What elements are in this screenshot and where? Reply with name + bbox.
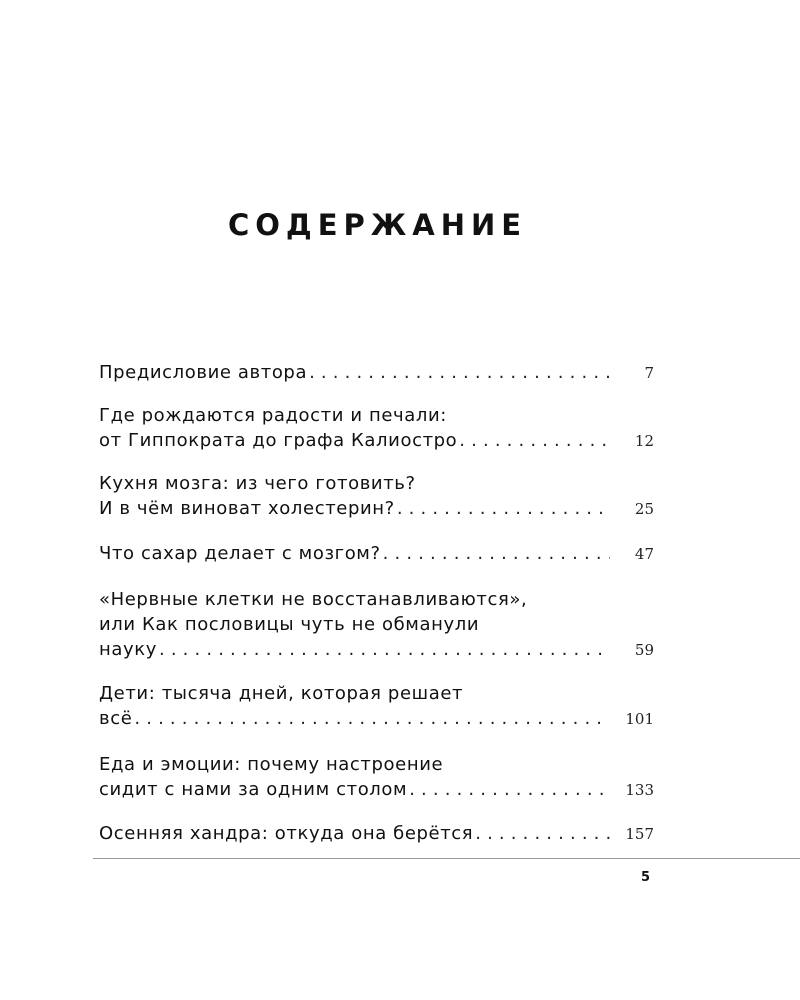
toc-entry-page-number: 7 (644, 364, 654, 382)
toc-entry[interactable] (99, 681, 654, 732)
toc-entry[interactable] (99, 541, 654, 567)
toc-entry-page-number: 12 (634, 432, 654, 450)
toc-entry[interactable] (99, 587, 654, 663)
toc-entry-title-line: от Гиппократа до графа Калиостро (99, 430, 458, 451)
toc-entry-title-line: или Как пословицы чуть не обманули (99, 614, 480, 635)
toc-entry-title-line: Что сахар делает с мозгом? (99, 543, 381, 564)
dot-leader (309, 360, 610, 385)
toc-entry-title-line: Осенняя хандра: откуда она берётся (99, 823, 474, 844)
toc-entry-page-number: 25 (634, 500, 654, 518)
toc-entry[interactable] (99, 403, 654, 454)
toc-entry-title-line: «Нервные клетки не восстанавливаются», (99, 589, 528, 610)
table-of-contents (99, 360, 654, 847)
dot-leader (409, 777, 610, 802)
toc-entry[interactable] (99, 821, 654, 847)
toc-entry-page-number: 59 (634, 641, 654, 659)
dot-leader (397, 496, 610, 521)
toc-entry[interactable] (99, 752, 654, 803)
toc-entry-title-line: науку (99, 639, 157, 660)
toc-entry-title-line: Дети: тысяча дней, которая решает (99, 683, 464, 704)
toc-entry-title-line: Где рождаются радости и печали: (99, 405, 447, 426)
toc-entry-title-line: Еда и эмоции: почему настроение (99, 754, 444, 775)
toc-entry-page-number: 101 (625, 710, 654, 728)
dot-leader (383, 541, 610, 566)
dot-leader (134, 706, 610, 731)
toc-heading: СОДЕРЖАНИЕ (227, 208, 528, 242)
dot-leader (459, 428, 610, 453)
dot-leader (475, 821, 610, 846)
toc-entry-page-number: 157 (625, 825, 654, 843)
toc-entry-title-line: сидит с нами за одним столом (99, 779, 408, 800)
toc-entry-title-line: всё (99, 708, 133, 729)
toc-entry-page-number: 133 (625, 781, 654, 799)
toc-entry-page-number: 47 (634, 545, 654, 563)
toc-entry[interactable] (99, 360, 654, 386)
toc-entry-title-line: Кухня мозга: из чего готовить? (99, 473, 416, 494)
footer-rule (93, 858, 800, 859)
page-number: 5 (640, 870, 650, 885)
toc-entry-title-line: И в чём виноват холестерин? (99, 498, 395, 519)
toc-entry-title-line: Предисловие автора (99, 362, 308, 383)
toc-entry[interactable] (99, 471, 654, 522)
dot-leader (159, 637, 610, 662)
